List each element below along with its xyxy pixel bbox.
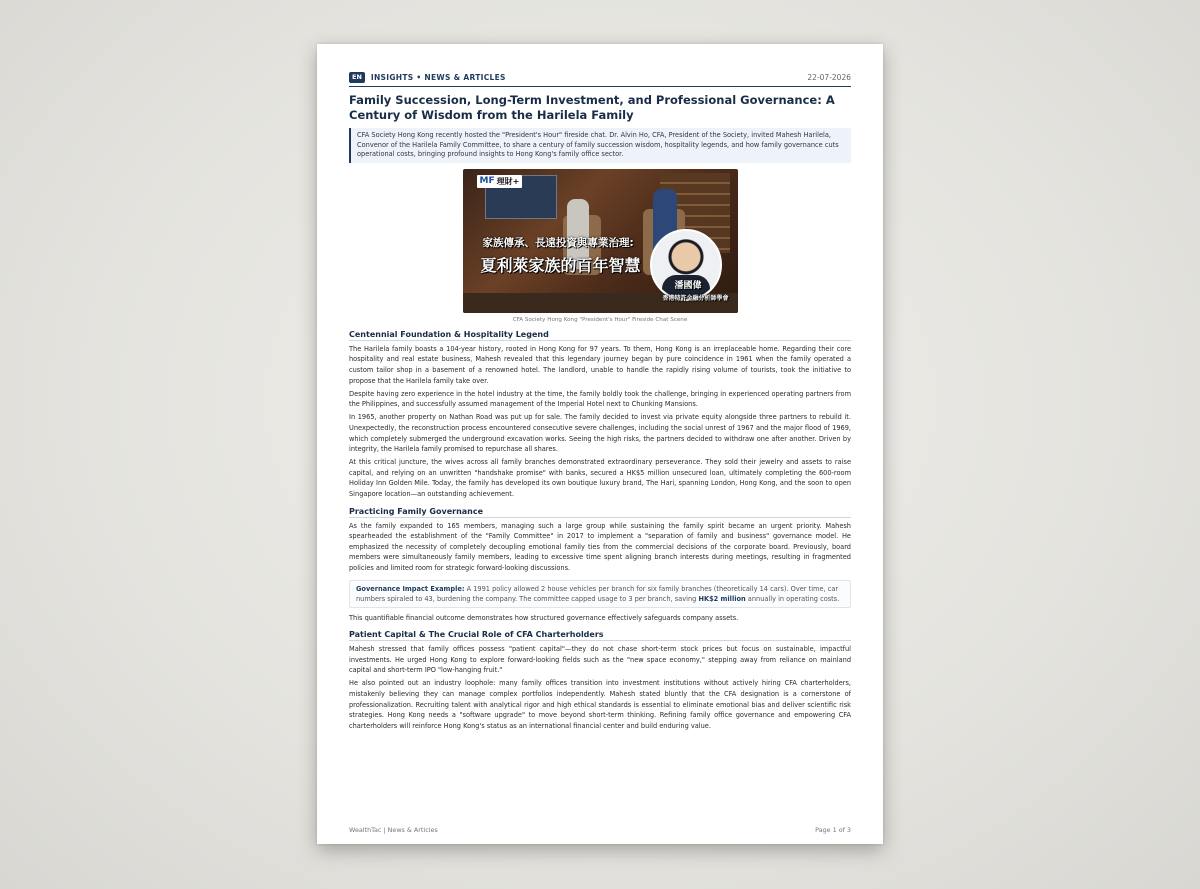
page-number: Page 1 of 3 (815, 826, 851, 834)
section-heading: Patient Capital & The Crucial Role of CFA Charterholders (349, 630, 851, 641)
paragraph: Despite having zero experience in the hotel industry at the time, the family boldly took the challenge, bringing in experienced operating partners from the Philippines, and successfully assumed management of the Imperial Hotel next to Chunking Mansions. (349, 389, 851, 409)
logo-mark: MF (479, 176, 495, 187)
section-tag: INSIGHTS • NEWS & ARTICLES (370, 73, 506, 82)
page-header (349, 72, 851, 87)
impact-callout (349, 580, 851, 608)
brand-logo (477, 175, 523, 188)
paragraph: In 1965, another property on Nathan Road was put up for sale. The family decided to invest via private equity alongside three partners to rebuild it. Unexpectedly, the reconstruction process encountered consecutive severe challenges, including the social unrest of 1967 and the major flood of 1969, which completely submerged the underground excavation works. Seeing the high risks, the partners decided to withdraw one after another. Driven by integrity, the Harilela family promised to repurchase all shares. (349, 413, 851, 454)
article-title: Family Succession, Long-Term Investment, and Professional Governance: A Century of Wisdom from the Harilela Family (349, 93, 835, 122)
person-org: 香港特許金融分析師學會 (662, 294, 729, 302)
paragraph: He also pointed out an industry loophole: many family offices transition into investment institutions without actively hiring CFA charterholders, mistakenly believing they can manage complex portfolios independently. Mahesh stated bluntly that the CFA designation is a cornerstone of professionalization. Recruiting talent with analytical rigor and high ethical standards is essential to eliminate emotional bias and deliver scientific risk strategies. Hong Kong needs a "software upgrade" to move beyond short-term thinking. Refining family office governance and empowering CFA charterholders will reinforce Hong Kong's status as an international financial center and build enduring value. (349, 679, 851, 730)
hero-overlay-line2: 夏利萊家族的百年智慧 (480, 255, 641, 275)
image-caption: CFA Society Hong Kong "President's Hour" Fireside Chat Scene (512, 316, 688, 323)
impact-text: A 1991 policy allowed 2 house vehicles per branch for six family branches (theoretically 14 cars). Over time, car numbers spiraled to 43, burdening the company. The committee capped usage to 3 per branch, saving (356, 584, 839, 603)
hero-image (463, 169, 738, 313)
lead-summary: CFA Society Hong Kong recently hosted the "President's Hour" fireside chat. Dr. Alvin Ho, CFA, President of the Society, invited Mahesh Harilela, Convenor of the Harilela Family Committee, to share a century of family succession wisdom, hospitality legends, and how family governance cuts operational costs, bringing profound insights to Hong Kong's family office sector. (349, 128, 851, 163)
paragraph: At this critical juncture, the wives across all family branches demonstrated extraordinary perseverance. They sold their jewelry and assets to raise capital, and relying on an unwritten "handshake promise" with banks, secured a HK$5 million unsecured loan, ultimately completing the 600-room Holiday Inn Golden Mile. Today, the family has developed its own boutique luxury brand, The Hari, spanning London, Hong Kong, and the soon to open Singapore location—an outstanding achievement. (349, 458, 851, 498)
footer-source: WealthTac | News & Articles (349, 826, 438, 834)
page-footer (349, 826, 851, 834)
person-name: 潘國偉 (674, 280, 702, 291)
logo-text: 理財+ (496, 176, 520, 186)
document-page (317, 44, 883, 844)
paragraph: This quantifiable financial outcome demonstrates how structured governance effectively safeguards company assets. (349, 613, 739, 622)
paragraph: As the family expanded to 165 members, managing such a large group while sustaining the family spirit became an urgent priority. Mahesh spearheaded the establishment of the "Family Committee" in 2017 to implement a "separation of family and business" governance model. He emphasized the necessity of completely decoupling emotional family ties from the commercial decisions of the corporate board. Previously, board members were simultaneously family members, leading to excessive time spent aligning branch interests during meetings, resulting in fragmented policies and limited room for strategic forward-looking discussions. (349, 521, 851, 572)
language-badge[interactable]: EN (349, 72, 365, 83)
paragraph: Mahesh stressed that family offices possess "patient capital"—they do not chase short-term stock prices but focus on sustainable, impactful investments. He urged Hong Kong to explore forward-looking fields such as the "new space economy," stepping away from reliance on mainland capital and short-term IPO "low-hanging fruit." (349, 645, 851, 675)
impact-label: Governance Impact Example: (356, 584, 465, 593)
impact-text-end: annually in operating costs. (745, 594, 840, 603)
section-heading: Centennial Foundation & Hospitality Legend (349, 330, 851, 341)
hero-overlay-line1: 家族傳承、長遠投資與專業治理: (482, 236, 634, 249)
impact-highlight: HK$2 million (698, 594, 746, 603)
section-heading: Practicing Family Governance (349, 507, 851, 518)
article-date: 22-07-2026 (807, 73, 851, 82)
paragraph: The Harilela family boasts a 104-year history, rooted in Hong Kong for 97 years. To them, Hong Kong is an irreplaceable home. Regarding their core hospitality and real estate business, Mahesh revealed that this legendary journey began by pure coincidence in 1961 when the family operated a custom tailor shop in a basement of a renowned hotel. The landlord, unable to handle the rapidly rising volume of tourists, took the initiative to propose that the Harilela family take over. (349, 344, 851, 385)
